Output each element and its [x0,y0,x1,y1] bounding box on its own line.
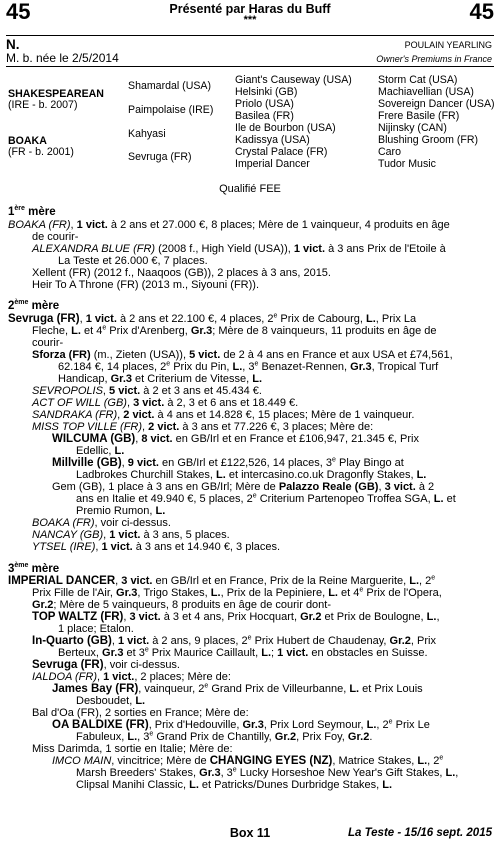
divider [6,35,494,36]
pedigree-gen2: Sevruga (FR) [128,151,192,163]
horse-category: POULAIN YEARLING [404,40,492,50]
pedigree-line: IALDOA (FR), 1 vict., 2 places; Mère de: [32,671,231,683]
horse-birth: M. b. née le 2/5/2014 [6,51,119,65]
pedigree-gen4: Storm Cat (USA) [378,74,458,86]
pedigree-gen4: Blushing Groom (FR) [378,134,479,146]
pedigree-line: James Bay (FR), vainqueur, 2e Grand Prix de Villeurbanne, L. et Prix Louis [52,682,423,695]
lot-number-right: 45 [469,0,494,24]
pedigree-line: Xellent (FR) (2012 f., Naaqoos (GB)), 2 places à 3 ans, 2015. [32,267,331,279]
sire-name: SHAKESPEAREAN [8,88,104,100]
section-heading-mere2: 2ème mère [8,299,60,312]
section-heading-mere3: 3ème mère [8,562,60,575]
pedigree-line: Miss Darimda, 1 sortie en Italie; Mère de: [32,743,233,755]
pedigree-line: Gr.2; Mère de 5 vainqueurs, 8 produits en âge de courir dont- [32,599,332,611]
pedigree-line: Sevruga (FR), voir ci-dessus. [32,659,180,671]
pedigree-line: Ladbrokes Churchill Stakes, L. et intercasino.co.uk Dragonfly Stakes, L. [76,469,427,481]
qualification: Qualifié FEE [219,183,281,195]
pedigree-gen2: Kahyasi [128,128,166,140]
pedigree-gen3: Imperial Dancer [235,158,310,170]
pedigree-line: MISS TOP VILLE (FR), 2 vict. à 3 ans et 77.226 €, 3 places; Mère de: [32,421,374,433]
pedigree-line: TOP WALTZ (FR), 3 vict. à 3 et 4 ans, Prix Hocquart, Gr.2 et Prix de Boulogne, L., [32,611,440,623]
stars: *** [243,14,257,26]
pedigree-line: Millville (GB), 9 vict. en GB/Irl et £122,526, 14 places, 3e Play Bingo at [52,456,404,469]
pedigree-line: Premio Rumon, L. [76,505,166,517]
pedigree-line: YTSEL (IRE), 1 vict. à 3 ans et 14.940 €, 3 places. [32,541,281,553]
pedigree-line: ALEXANDRA BLUE (FR) (2008 f., High Yield (USA)), 1 vict. à 3 ans Prix de l'Etoile à [32,243,446,255]
dam-name: BOAKA [8,135,47,147]
pedigree-line: La Teste et 26.000 €, 7 places. [58,255,208,267]
pedigree-line: NANCAY (GB), 1 vict. à 3 ans, 5 places. [32,529,230,541]
pedigree-line: 1 place; Etalon. [58,623,134,635]
pedigree-line: Desboudet, L. [76,695,146,707]
pedigree-line: Gem (GB), 1 place à 3 ans en GB/Irl; Mère de Palazzo Reale (GB), 3 vict. à 2 [52,481,435,493]
pedigree-line: Fabuleux, L., 3e Grand Prix de Chantilly, Gr.2, Prix Foy, Gr.2. [76,730,373,743]
pedigree-line: In-Quarto (GB), 1 vict. à 2 ans, 9 places, 2e Prix Hubert de Chaudenay, Gr.2, Prix [32,634,436,647]
pedigree-line: Edellic, L. [76,445,125,457]
pedigree-line: Marsh Breeders' Stakes, Gr.3, 3e Lucky Horseshoe New Year's Gift Stakes, L., [76,766,459,779]
pedigree-line: SEVROPOLIS, 5 vict. à 2 et 3 ans et 45.434 €. [32,385,262,397]
horse-name: N. [6,37,20,52]
pedigree-line: ACT OF WILL (GB), 3 vict. à 2, 3 et 6 ans et 18.449 €. [32,397,299,409]
pedigree-line: courir- [32,337,64,349]
pedigree-line: 62.184 €, 14 places, 2e Prix du Pin, L., 3e Benazet-Rennen, Gr.3, Tropical Turf [58,360,439,373]
pedigree-gen3: Kadissya (USA) [235,134,310,146]
dam-info: (FR - b. 2001) [8,146,74,158]
pedigree-line: BOAKA (FR), voir ci-dessus. [32,517,171,529]
pedigree-gen2: Paimpolaise (IRE) [128,104,214,116]
pedigree-line: Heir To A Throne (FR) (2013 m., Siyouni (FR)). [32,279,259,291]
presenter: Présenté par Haras du Buff [169,2,331,16]
sire-info: (IRE - b. 2007) [8,99,78,111]
pedigree-line: BOAKA (FR), 1 vict. à 2 ans et 27.000 €, 8 places; Mère de 1 vainqueur, 4 produits en âge [8,219,450,231]
pedigree-gen4: Caro [378,146,401,158]
pedigree-gen4: Nijinsky (CAN) [378,122,447,134]
pedigree-line: ans en Italie et 49.940 €, 5 places, 2e Criterium Partenopeo Troffea SGA, L. et [76,492,456,505]
sale-info: La Teste - 15/16 sept. 2015 [347,827,492,839]
pedigree-line: OA BALDIXE (FR), Prix d'Hedouville, Gr.3, Prix Lord Seymour, L., 2e Prix Le [52,718,430,731]
pedigree-line: IMCO MAIN, vincitrice; Mère de CHANGING EYES (NZ), Matrice Stakes, L., 2e [52,754,444,767]
pedigree-line: Prix Fille de l'Air, Gr.3, Trigo Stakes, L., Prix de la Pepiniere, L. et 4e Prix de l'Opera, [32,586,442,599]
pedigree-line: Berteux, Gr.3 et 3e Prix Maurice Caillault, L.; 1 vict. en obstacles en Suisse. [58,646,428,659]
pedigree-line: Sevruga (FR), 1 vict. à 2 ans et 22.100 €, 4 places, 2e Prix de Cabourg, L., Prix La [8,312,417,325]
pedigree-gen4: Sovereign Dancer (USA) [378,98,495,110]
pedigree-gen4: Machiavellian (USA) [378,86,474,98]
pedigree-gen3: Priolo (USA) [235,98,294,110]
pedigree-line: Clipsal Manihi Classic, L. et Patricks/Dunes Durbridge Stakes, L. [76,779,393,791]
lot-number-left: 45 [6,0,31,24]
pedigree-gen3: Basilea (FR) [235,110,294,122]
pedigree-gen3: Giant's Causeway (USA) [235,74,352,86]
pedigree-gen4: Frere Basile (FR) [378,110,460,122]
divider [6,66,494,67]
pedigree-line: Bal d'Oa (FR), 2 sorties en France; Mère de: [32,707,249,719]
pedigree-gen2: Shamardal (USA) [128,80,212,92]
pedigree-line: Fleche, L. et 4e Prix d'Arenberg, Gr.3; Mère de 8 vainqueurs, 11 produits en âge de [32,324,437,337]
owner-premiums: Owner's Premiums in France [376,54,492,64]
pedigree-gen3: Helsinki (GB) [235,86,298,98]
pedigree-gen3: Ile de Bourbon (USA) [235,122,336,134]
section-heading-mere1: 1ère mère [8,205,56,218]
pedigree-line: de courir- [32,231,79,243]
pedigree-line: SANDRAKA (FR), 2 vict. à 4 ans et 14.828 €, 15 places; Mère de 1 vainqueur. [32,409,415,421]
pedigree-line: WILCUMA (GB), 8 vict. en GB/Irl et en France et £106,947, 21.345 €, Prix [52,433,419,445]
pedigree-line: IMPERIAL DANCER, 3 vict. en GB/Irl et en France, Prix de la Reine Marguerite, L., 2e [8,574,436,587]
box-number: Box 11 [229,826,271,840]
pedigree-gen3: Crystal Palace (FR) [235,146,328,158]
pedigree-line: Sforza (FR) (m., Zieten (USA)), 5 vict. de 2 à 4 ans en France et aux USA et £74,561, [32,349,453,361]
pedigree-gen4: Tudor Music [378,158,436,170]
pedigree-line: Handicap, Gr.3 et Criterium de Vitesse, L. [58,373,263,385]
